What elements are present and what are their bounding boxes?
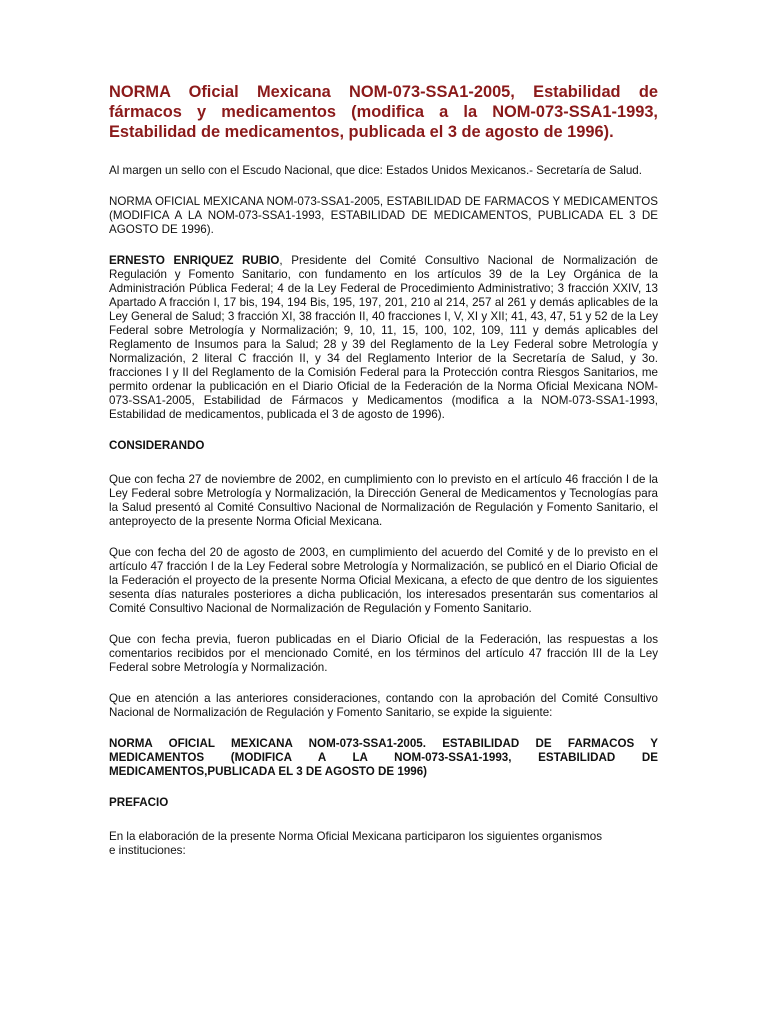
prefacio-line-2: e instituciones:	[109, 844, 186, 857]
considerando-paragraph-1: Que con fecha 27 de noviembre de 2002, en cumplimiento con lo previsto en el artículo 46 fracción I de la Ley Federal sobre Metrología y Normalización, la Dirección General de Medicamentos y Tecnologías para la Salud presentó al Comité Consultivo Nacional de Normalización de Regulación y Fomento Sanitario, el anteproyecto de la presente Norma Oficial Mexicana.	[109, 473, 658, 528]
considerando-paragraph-4: Que en atención a las anteriores consideraciones, contando con la aprobación del Comité Consultivo Nacional de Normalización de Regulación y Fomento Sanitario, se expide la siguiente:	[109, 692, 658, 719]
signatory-text: , Presidente del Comité Consultivo Nacional de Normalización de Regulación y Fomento Sanitario, con fundamento en los artículos 39 de la Ley Orgánica de la Administración Pública Federal; 4 de la Ley Federal de Procedimiento Administrativo; 3 fracción XXIV, 13 Apartado A fracción I, 17 bis, 194, 194 Bis, 195, 197, 201, 210 al 214, 257 al 261 y demás aplicables de la Ley General de Salud; 3 fracción XI, 38 fracción II, 40 fracciones I, V, XI y XII; 41, 43, 47, 51 y 52 de la Ley Federal sobre Metrología y Normalización; 9, 10, 11, 15, 100, 102, 109, 111 y demás aplicables del Reglamento de Insumos para la Salud; 28 y 39 del Reglamento de la Ley Federal sobre Metrología y Normalización, 2 literal C fracción II, y 34 del Reglamento Interior de la Secretaría de Salud, y 3o. fracciones I y II del Reglamento de la Comisión Federal para la Protección contra Riesgos Sanitarios, me permito ordenar la publicación en el Diario Oficial de la Federación de la Norma Oficial Mexicana NOM-073-SSA1-2005, Estabilidad de Fármacos y Medicamentos (modifica a la NOM-073-SSA1-1993, Estabilidad de medicamentos, publicada el 3 de agosto de 1996).	[109, 254, 658, 421]
document-page	[109, 82, 658, 875]
considerando-paragraph-3: Que con fecha previa, fueron publicadas en el Diario Oficial de la Federación, las respuestas a los comentarios recibidos por el mencionado Comité, en los términos del artículo 47 fracción III de la Ley Federal sobre Metrología y Normalización.	[109, 633, 658, 674]
considerando-paragraph-2: Que con fecha del 20 de agosto de 2003, en cumplimiento del acuerdo del Comité y de lo previsto en el artículo 47 fracción I de la Ley Federal sobre Metrología y Normalización, se publicó en el Diario Oficial de la Federación el proyecto de la presente Norma Oficial Mexicana, a efecto de que dentro de los siguientes sesenta días naturales posteriores a dicha publicación, los interesados presentarán sus comentarios al Comité Consultivo Nacional de Normalización de Regulación y Fomento Sanitario.	[109, 546, 658, 615]
preamble-paragraph: Al margen un sello con el Escudo Nacional, que dice: Estados Unidos Mexicanos.- Secretaría de Salud.	[109, 164, 642, 177]
considerando-heading: CONSIDERANDO	[109, 439, 205, 452]
prefacio-heading: PREFACIO	[109, 796, 169, 809]
upper-title-paragraph: NORMA OFICIAL MEXICANA NOM-073-SSA1-2005, ESTABILIDAD DE FARMACOS Y MEDICAMENTOS (MODIFICA A LA NOM-073-SSA1-1993, ESTABILIDAD DE MEDICAMENTOS, PUBLICADA EL 3 DE AGOSTO DE 1996).	[109, 195, 658, 236]
prefacio-line-1: En la elaboración de la presente Norma Oficial Mexicana participaron los siguientes organismos	[109, 830, 602, 843]
norma-bold-title: NORMA OFICIAL MEXICANA NOM-073-SSA1-2005. ESTABILIDAD DE FARMACOS Y MEDICAMENTOS (MODIFICA A LA NOM-073-SSA1-1993, ESTABILIDAD DE MEDICAMENTOS,PUBLICADA EL 3 DE AGOSTO DE 1996)	[109, 737, 658, 778]
signatory-paragraph	[109, 254, 658, 422]
signatory-name: ERNESTO ENRIQUEZ RUBIO	[109, 254, 280, 267]
prefacio-paragraph	[109, 830, 658, 858]
document-title: NORMA Oficial Mexicana NOM-073-SSA1-2005, Estabilidad de fármacos y medicamentos (modifica a la NOM-073-SSA1-1993, Estabilidad de medicamentos, publicada el 3 de agosto de 1996).	[109, 83, 658, 141]
